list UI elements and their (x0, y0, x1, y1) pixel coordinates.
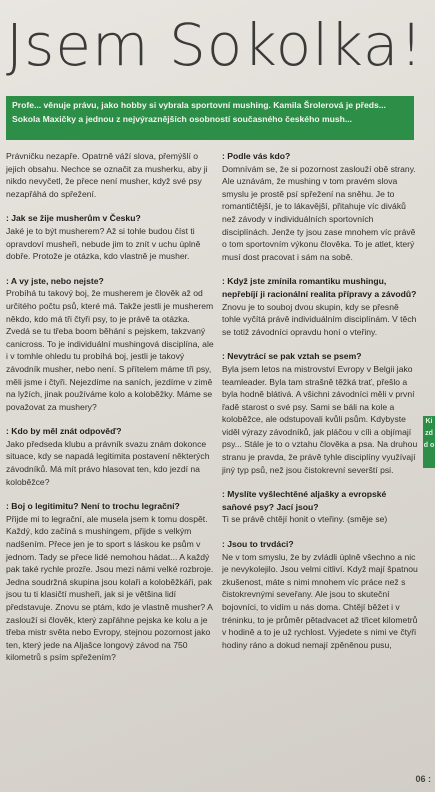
left-column (6, 150, 214, 676)
qa-section (222, 275, 418, 338)
question: : Nevytrácí se pak vztah se psem? (222, 351, 362, 362)
answer: Ne v tom smyslu, že by zvládli úplně všechno a nic je nevykolejilo. Jsou velmi citliví. Když mají špatnou zkušenost, máte s nimi mnohem víc práce než s čistokrevnými seveřany. Ale jsou to skuteční bojovníci, to vidím u nás doma. Chtějí běžet i v tréninku, to je průměr pětadvacet až třicet kilometrů v hodině a to je už rychlost. Vyjedete s nimi ve čtyři hodiny ráno a dokud nemají zpěněnou pusu, (222, 551, 418, 650)
qa-section (6, 150, 214, 200)
side-tab: Ki zd d o (423, 416, 435, 468)
question: : Jak se žije musherům v Česku? (6, 213, 141, 224)
intro-paragraph: Právničku nezapře. Opatrně váží slova, přemýšlí o jejich obsahu. Nechce se označit za musherku, aby ji nikdo nevyčetl, že přece není musher, když své psy nezapřáhá do spřežení. (6, 151, 208, 199)
qa-section (222, 150, 418, 263)
answer: Ti se právě chtějí honit o vteřiny. (směje se) (222, 514, 388, 525)
answer: Přijde mi to legrační, ale musela jsem k tomu dospět. Každý, kdo začíná s mushingem, přijde s velkým nadšením. Přece jen je to sport s láskou ke psům v jednom. Tady se přece lidé nemohou hádat... A každý pak také rychle prozře. Jsou mezi námi velké rozbroje. Jedna soudržná skupina jsou kolaři a koloběžkáři, pak jsou tu ti klasičtí musheři, jak si je většina lidí představuje. Znovu se ptám, kdo je vlastně musher? A zaslouží si člověk, který zapřáhne pejska ke kolu a je třeba mistr světa nebo Evropy, stejnou pozornost jako ten, který jede na Aljašce longový závod na 750 kilometrů s psím spřežením? (6, 513, 214, 663)
qa-section (222, 538, 418, 651)
qa-section (222, 488, 418, 526)
question: : Boj o legitimitu? Není to trochu legrační? (6, 501, 180, 512)
answer: Znovu je to souboj dvou skupin, kdy se přesně tohle vyčítá právě individuálním disciplínám. V těch se totiž závodníci opravdu honí o vteřiny. (222, 301, 417, 337)
question: : Když jste zmínila romantiku mushingu, nepřebíjí ji racionální realita přípravy a závodů? (222, 276, 417, 299)
answer: Jako předseda klubu a právník svazu znám dokonce situace, kdy se napadá legitimita postavení některých závodníků. Má mít právo hlasovat ten, kdo jezdí na koloběžce? (6, 438, 210, 487)
qa-section (6, 275, 214, 414)
answer: Probíhá tu takový boj, že musherem je člověk až od určitého počtu psů, které má. Takže jestli je musherem někdo, kdo má tři čtyři psy, to je právě ta otázka. Zvedá se tu třeba boom běhání s pejskem, takzvaný canicross. To je individuální mushingová disciplína, ale i v tomhle ohledu tu probíhá boj, jestli je takový závodník musher, nebo není. S přítelem máme tři psy, měli jsme i čtyři. Nejezdíme na saních, jezdíme v zimě na lyžích, jinak používáme kolo a koloběžky. Máme se považovat za mushery? (6, 288, 214, 412)
question: : Myslíte vyšlechtěné aljašky a evropské saňové psy? Jací jsou? (222, 489, 387, 512)
qa-section (6, 212, 214, 262)
question: : Podle vás kdo? (222, 151, 291, 161)
qa-section (6, 500, 214, 664)
right-column (222, 150, 418, 663)
answer: Byla jsem letos na mistrovství Evropy v Belgii jako teamleader. Byla tam strašně těžká trať, přešlo a byla hodně blátivá. A všichni závodníci měli v první řadě starost o své psy. Sami se báli na kole a koloběžce, ale odstupovali kvůli psům. Kdybyste viděl výrazy závodníků, jak pláčou v cíli a objímají psy... Stále je to o vztahu člověka a psa. Na druhou stranu je pravda, že právě tyhle disciplíny využívají jiný typ psů, než jsou čistokrevní severští psi. (222, 363, 418, 475)
page-number: 06 : (415, 774, 431, 784)
article-headline: Jsem Sokolka! (6, 11, 424, 79)
lead-paragraph: Profe... věnuje právu, jako hobby si vybrala sportovní mushing. Kamila Šrolerová je předs... Sokola Maxičky a jednou z nejvýraznějších osobností současného českého mush... (6, 96, 414, 140)
question: : A vy jste, nebo nejste? (6, 275, 104, 286)
question: : Jsou to trvdáci? (222, 539, 294, 550)
answer: Jaké je to být musherem? Až si tohle budou číst ti opravdoví musheři, nebude jim to znít v uchu úplně dobře. Protože je otázka, kdo vlastně je musher. (6, 225, 201, 262)
qa-section (222, 350, 418, 476)
question: : Kdo by měl znát odpověď? (6, 426, 122, 437)
qa-section (6, 425, 214, 488)
answer: Domnívám se, že si pozornost zaslouží obě strany. Ale uznávám, že mushing v tom pravém slova smyslu je prostě psí spřežení na sněhu. Je to romantičtější, je to lákavější, přitahuje víc diváků než závody v individuálních sportovních disciplínách. Jenže ty jsou zase mnohem víc právě o tom sportovním výkonu člověka. To je atlet, který musí dost pracovat i sám na sobě. (222, 163, 416, 262)
